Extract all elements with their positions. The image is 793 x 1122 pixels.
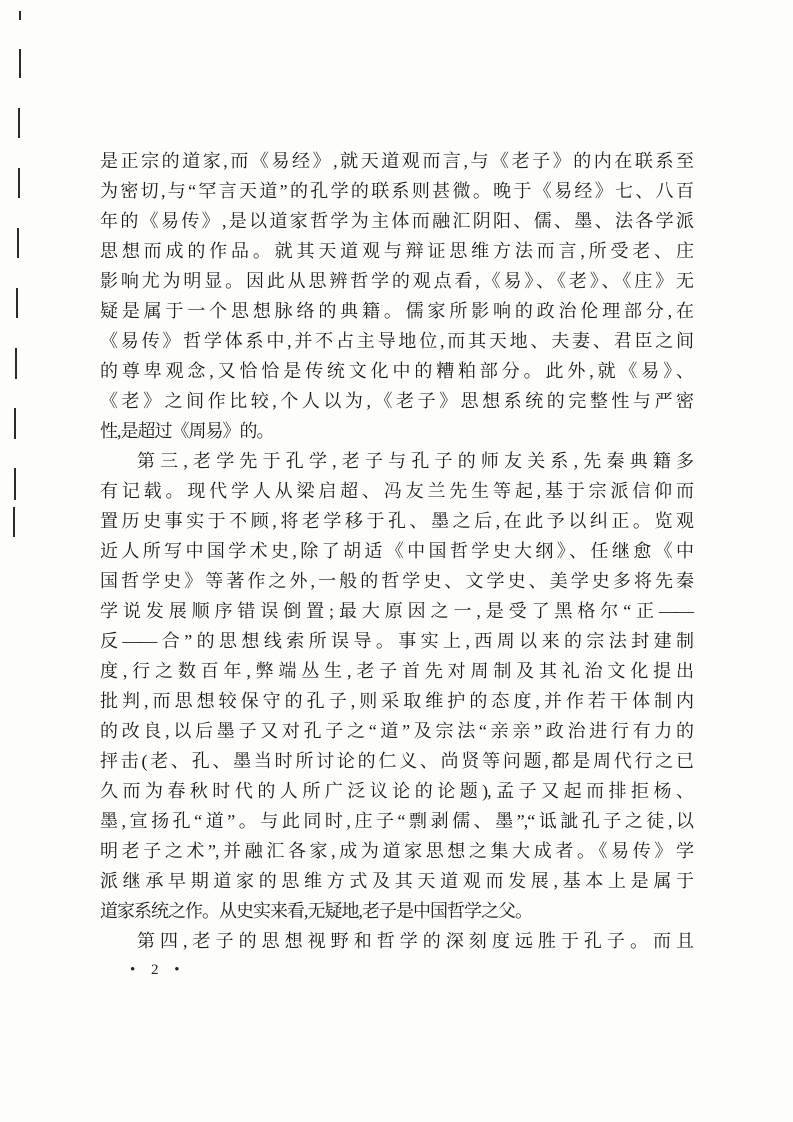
- text-line: 反——合”的思想线索所误导。事实上,西周以来的宗法封建制: [100, 631, 693, 651]
- text-line: 《老》之间作比较,个人以为,《老子》思想系统的完整性与严密: [100, 391, 693, 411]
- text-line: 是正宗的道家,而《易经》,就天道观而言,与《老子》的内在联系至: [100, 151, 693, 171]
- text-line: 久而为春秋时代的人所广泛议论的论题),孟子又起而排拒杨、: [100, 781, 693, 801]
- binding-mark: [19, 49, 21, 78]
- binding-mark: [18, 108, 20, 138]
- binding-mark: [14, 468, 16, 500]
- paragraph: [100, 926, 693, 956]
- binding-mark: [17, 228, 19, 258]
- page-number: • 2 •: [130, 962, 186, 978]
- text-line: 道家系统之作。从史实来看,无疑地,老子是中国哲学之父。: [100, 901, 532, 921]
- text-line: 近人所写中国学术史,除了胡适《中国哲学史大纲》、任继愈《中: [100, 541, 693, 561]
- text-line: 的尊卑观念,又恰恰是传统文化中的糟粕部分。此外,就《易》、: [100, 361, 693, 381]
- text-line: 的改良,以后墨子又对孔子之“道”及宗法“亲亲”政治进行有力的: [100, 721, 693, 741]
- paragraph: [100, 146, 693, 446]
- text-line: 置历史事实于不顾,将老学移于孔、墨之后,在此予以纠正。览观: [100, 511, 693, 531]
- binding-mark: [13, 507, 15, 537]
- text-line: 为密切,与“罕言天道”的孔学的联系则甚微。晚于《易经》七、八百: [100, 181, 693, 201]
- binding-mark: [16, 288, 18, 318]
- text-line: 派继承早期道家的思维方式及其天道观而发展,基本上是属于: [100, 871, 693, 891]
- text-block: [100, 146, 693, 956]
- text-line: 度,行之数百年,弊端丛生,老子首先对周制及其礼治文化提出: [100, 661, 693, 681]
- text-line: 墨,宣扬孔“道”。与此同时,庄子“剽剥儒、墨”,“诋訿孔子之徒,以: [100, 811, 693, 831]
- text-line: 思想而成的作品。就其天道观与辩证思维方法而言,所受老、庄: [100, 241, 693, 261]
- text-line: 抨击(老、孔、墨当时所讨论的仁义、尚贤等问题,都是周代行之已: [100, 751, 693, 771]
- binding-mark: [19, 11, 21, 20]
- text-line: 《易传》哲学体系中,并不占主导地位,而其天地、夫妻、君臣之间: [100, 331, 693, 351]
- paragraph: [100, 446, 693, 926]
- text-line: 影响尤为明显。因此从思辨哲学的观点看,《易》、《老》、《庄》无: [100, 271, 693, 291]
- text-line: 国哲学史》等著作之外,一般的哲学史、文学史、美学史多将先秦: [100, 571, 693, 591]
- text-line: 批判,而思想较保守的孔子,则采取维护的态度,并作若干体制内: [100, 691, 693, 711]
- text-line: 性,是超过《周易》的。: [100, 421, 274, 441]
- text-line: 疑是属于一个思想脉络的典籍。儒家所影响的政治伦理部分,在: [100, 301, 693, 321]
- text-line: 第三,老学先于孔学,老子与孔子的师友关系,先秦典籍多: [137, 451, 693, 471]
- binding-mark: [15, 348, 17, 379]
- text-line: 有记载。现代学人从梁启超、冯友兰先生等起,基于宗派信仰而: [100, 481, 693, 501]
- text-line: 明老子之术”,并融汇各家,成为道家思想之集大成者。《易传》学: [100, 841, 693, 861]
- text-line: 第四,老子的思想视野和哲学的深刻度远胜于孔子。而且: [137, 931, 693, 951]
- binding-mark: [18, 168, 20, 198]
- binding-mark: [14, 408, 16, 439]
- text-line: 年的《易传》,是以道家哲学为主体而融汇阴阳、儒、墨、法各学派: [100, 211, 693, 231]
- text-line: 学说发展顺序错误倒置;最大原因之一,是受了黑格尔“正——: [100, 601, 693, 621]
